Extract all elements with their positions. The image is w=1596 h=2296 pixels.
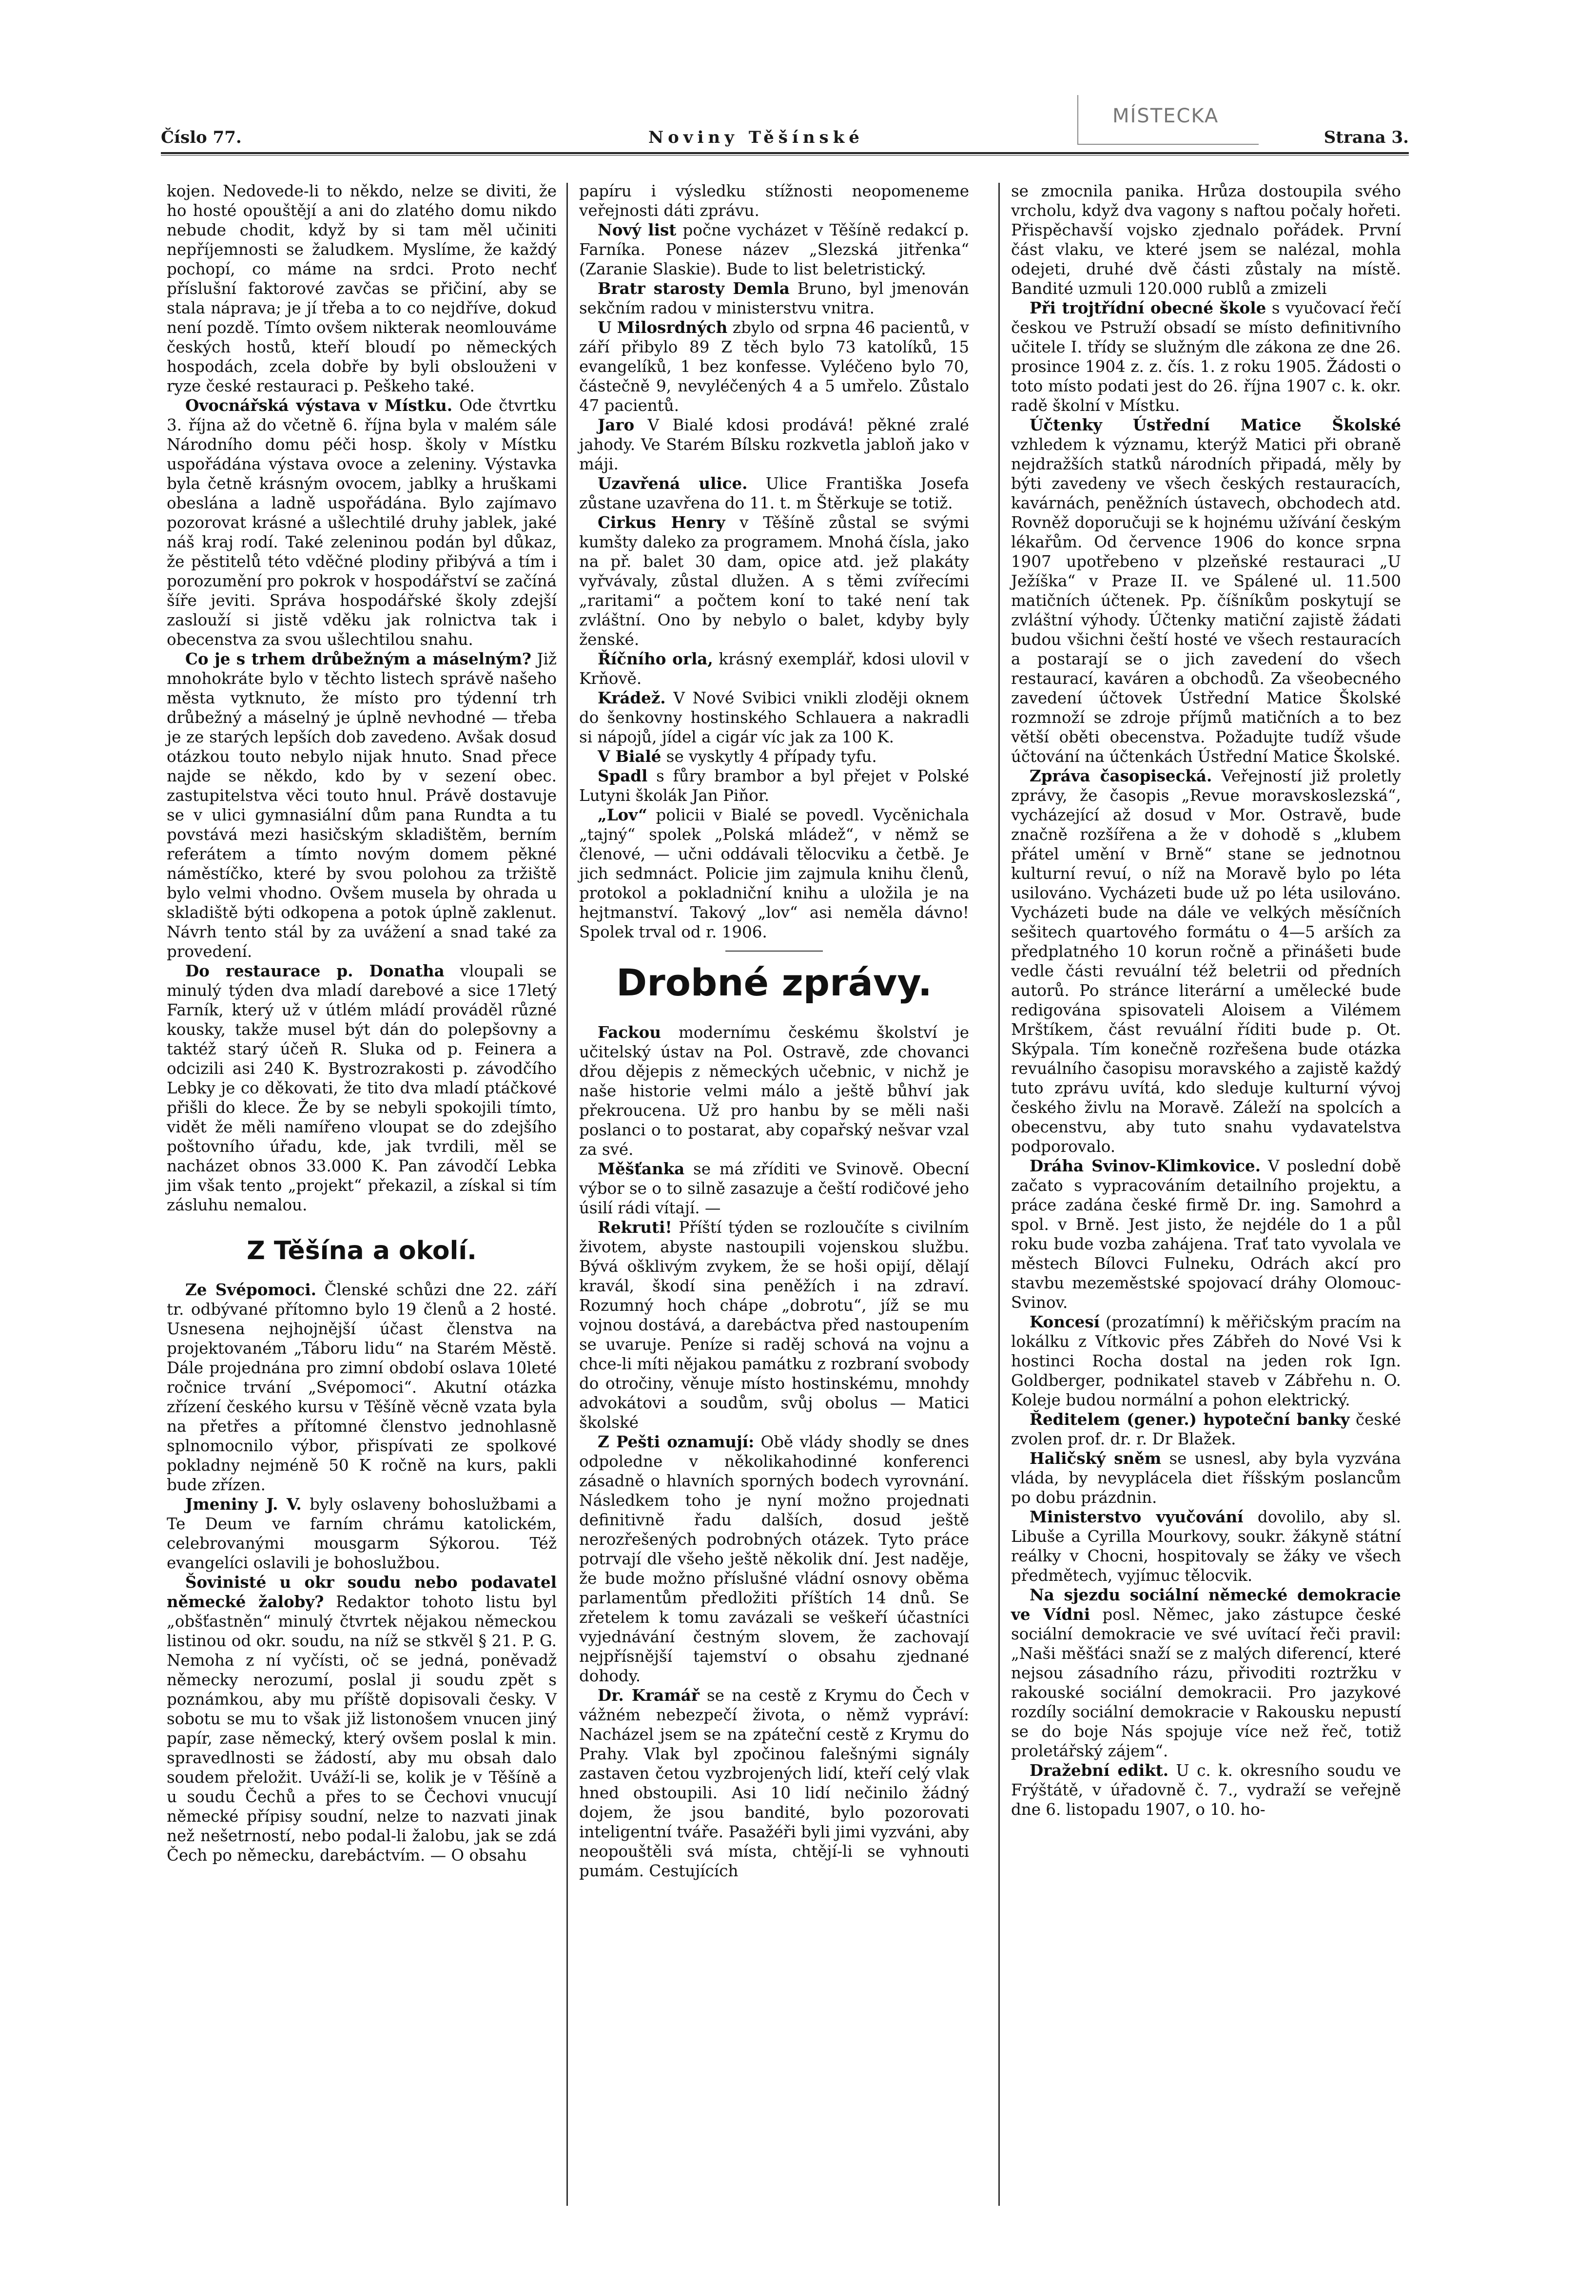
article	[579, 1432, 969, 1686]
article-text: se má zříditi ve Svinově. Obecní výbor se o to silně zasazuje a čeští rodičové jeho úsilí rádi vítají. —	[579, 1160, 969, 1217]
article	[1011, 415, 1401, 766]
column-divider-1	[566, 183, 568, 2206]
article-headline: Cirkus Henry	[598, 513, 725, 532]
article-headline: Fackou	[598, 1023, 661, 1042]
article-text: byly oslaveny bohoslužbami a Te Deum ve farním chrámu katolickém, celebrovanými mousgarm Sýkorou. Též evangelíci oslavili je bohoslužbou.	[167, 1495, 557, 1572]
article	[579, 1159, 969, 1218]
article-text: V Nové Svibici vnikli zloději oknem do šenkovny hostinského Schlauera a nakradli si nápojů, jídel a cigár víc jak za 100 K.	[579, 689, 969, 746]
article-text: krásný exemplář, kdosi ulovil v Krňově.	[579, 650, 969, 688]
article-headline: U Milosrdných	[598, 318, 728, 337]
article-text: Veřejností již proletly zprávy, že časopis „Revue moravskoslezská“, vycházející až dosud v Mor. Ostravě, bude značně rozšířena a že v dohodě s „klubem přátel umění v Brně“ stane se jednotnou kulturní revuí, o níž na Moravě bylo po léta usilováno. Vycházeti bude už po léta usilováno. Vycházeti bude na dále ve velkých měsíčních sešitech quartového formátu o 4—5 arších za předplatného 10 korun ročně a přinášeti bude vedle části revuální též beletrii od předních autorů. Po stránce literární a umělecké bude redigována spisovateli Aloisem a Vilémem Mrštíkem, část revuální říditi bude p. Ot. Skýpala. Tím konečně rozřešena bude otázka revuálního časopisu moravského a zajistě každý tuto zprávu uvítá, kdo sleduje kulturní vývoj českého živlu na Moravě. Záleží na spolcích a obecenstvu, aby tuto snahu vydavatelstva podporovalo.	[1011, 767, 1401, 1156]
article	[579, 649, 969, 688]
article	[167, 1280, 557, 1495]
article-text: V Bialé kdosi prodává! pěkné zralé jahody. Ve Starém Bílsku rozkvetla jabloň jako v máji.	[579, 416, 969, 473]
article-headline: Rekruti!	[598, 1218, 672, 1237]
article	[579, 415, 969, 474]
stamp-text: MÍSTECKA	[1112, 105, 1219, 127]
article-headline: Co je s trhem drůbežným a máselným?	[185, 649, 531, 668]
article-headline: Měšťanka	[598, 1159, 685, 1178]
article-headline: Jmeniny J. V.	[185, 1495, 302, 1514]
article-text: se usnesl, aby byla vyzvána vláda, by nevyplácela diet říšským poslancům po dobu prázdnin.	[1011, 1449, 1401, 1507]
article-headline: Šovinisté u okr soudu nebo podavatel německé žaloby?	[167, 1573, 557, 1611]
article	[167, 396, 557, 649]
article	[579, 747, 969, 766]
article-text: zbylo od srpna 46 pacientů, v září přibylo 89 Z těch bylo 73 katolíků, 15 evangelíků, 1 bez konfesse. Vyléčeno bylo 70, částečně 9, nevyléčených 4 a 5 umřelo. Zůstalo 47 pacientů.	[579, 318, 970, 415]
article-text: se vyskytly 4 případy tyfu.	[661, 747, 877, 766]
article-headline: Říčního orla,	[598, 649, 713, 668]
article-headline: Do restaurace p. Donatha	[185, 961, 445, 980]
article-text: v Těšíně zůstal se svými kumšty daleko za programem. Mnohá čísla, jako na př. balet 30 dam, opice atd. jež plakáty vyřvávaly, zůstal dlužen. A s těmi zvířecími „raritami“ a počtem koní to také není tak zvláštní. Ono by nebylo o balet, kdyby byly ženské.	[579, 513, 969, 649]
article-headline: Ovocnářská výstava v Místku.	[185, 396, 453, 415]
article-headline: Ze Svépomoci.	[185, 1280, 316, 1299]
column-2	[579, 181, 969, 1881]
article	[579, 513, 969, 649]
article-headline: Dr. Kramář	[598, 1686, 700, 1705]
article-text: papíru i výsledku stížnosti neopomeneme veřejnosti dáti zprávu.	[579, 182, 969, 220]
article-text: Příští týden se rozloučíte s civilním životem, abyste nastoupili vojenskou službu. Bývá ošklivým zvykem, že se hoši opijí, dělají kravál, škodí sina peněžích i na zdraví. Rozumný hoch chápe „dobrotu“, jíž se mu vojnou dostává, a darebáctva před nastoupením se uvaruje. Peníze si raděj schová na vojnu a chce-li míti nějakou památku z rozbraní svobody do otročiny, věnuje místo hostinskému, mnohdy advokátovi a soudům, svůj obolus — Matici školské	[579, 1218, 969, 1432]
article-headline: Na sjezdu sociální německé demokracie ve Vídni	[1011, 1585, 1401, 1624]
article-headline: Koncesí	[1030, 1312, 1100, 1331]
article-text: se zmocnila panika. Hrůza dostoupila svého vrcholu, když dva vagony s naftou počaly hořeti. Přispěchavší vojsko zjednalo pořádek. První část vlaku, ve které jsem se nalézal, mohla odejeti, druhé dvě části zůstaly na místě. Bandité uzmuli 120.000 rublů a zmizeli	[1011, 182, 1401, 298]
article	[1011, 766, 1401, 1156]
section-title-drobne: Drobné zprávy.	[616, 961, 932, 1004]
issue-number: Číslo 77.	[161, 128, 242, 147]
article	[579, 688, 969, 747]
page-number: Strana 3.	[1324, 128, 1409, 147]
article-headline: Dráha Svinov-Klimkovice.	[1030, 1156, 1261, 1175]
article-text: s fůry brambor a byl přejet v Polské Lutyni školák Jan Piňor.	[579, 767, 969, 805]
article-text: Bruno, byl jmenován sekčním radou v ministerstvu vnitra.	[579, 279, 969, 317]
article	[579, 766, 969, 805]
header-rule-thin	[161, 155, 1409, 156]
article-text: počne vycházet v Těšíně redakcí p. Farníka. Ponese název „Slezská jitřenka“ (Zaranie Slaskie). Bude to list beletristický.	[579, 221, 969, 278]
article-text: vloupali se minulý týden dva mladí darebové a sice 17letý Farník, který už v útlém mládí prováděl různé kousky, takže musel být dán do polepšovny a taktéž starý účeň R. Sluka od p. Feinera a odcizili asi 240 K. Bystrozrakosti p. závodčího Lebky je co děkovati, že tito dva mladí ptáčkové přišli do klece. Že by se nebyli spokojili tímto, vidět že měli namířeno vloupat se do zdejšího poštovního úřadu, kde, jak tvrdili, měl se nacházet obnos 33.000 K. Pan závodčí Lebka jim však tento „projekt“ překazil, a získal si tím zásluhu nemalou.	[167, 962, 557, 1214]
article	[1011, 1410, 1401, 1449]
article	[1011, 1585, 1401, 1761]
article-text: dovolilo, aby sl. Libuše a Cyrilla Mourkovy, soukr. žákyně státní reálky v Chocni, hospitovaly se žáky ve všech předmětech, vyjímuc tělocvik.	[1011, 1508, 1401, 1585]
article-text: Již mnohokráte bylo v těchto listech správě našeho města vytknuto, že místo pro týdenní trh drůbežný a máselný je úplně nevhodné — třeba je ze starých lepších dob zavedeno. Avšak dosud otázkou touto nebylo nijak hnuto. Snad přece najde se někdo, kdo by v sezení obec. zastupitelstva věci touto hnul. Právě dostavuje se v ulici gymnasiální dům pana Rundta a tu povstává mezi hasičským skladištěm, berním referátem a tímto novým domem pěkné náměstíčko, které by svou polohou za tržiště bylo velmi vhodno. Ovšem musela by ohrada u skladiště býti odkopena a potok úplně zaklenut. Návrh tento stál by za uvážení a snad také za provedení.	[167, 650, 557, 961]
article	[579, 805, 969, 942]
article-headline: Nový list	[598, 220, 677, 239]
article-headline: V Bialé	[598, 747, 662, 766]
article-text: Obě vlády shodly se dnes odpoledne v několikahodinné konferenci zásadně o hlavních sporných bodech vyrovnání. Následkem toho je nyní možno projednati definitivně řadu dalších, dosud ještě nerozřešených podrobných otázek. Tyto práce potrvají dle všeho ještě několik dní. Jest naděje, že bude možno příslušné vládní osnovy oběma parlamentům předložiti příštích 14 dnů. Se zřetelem k tomu zavázali se veškeří účastníci vyjednávání čestným slovem, že zachovají nejpřísnější tajemství o obsahu zjednané dohody.	[579, 1433, 969, 1685]
article-headline: Ministerstvo vyučování	[1030, 1507, 1244, 1526]
article-text: posl. Němec, jako zástupce české sociální demokracie ve své uvítací řeči pravil: „Naši měšťáci snaží se z malých diferencí, které nejsou zásadního rázu, přivoditi roztržku v rakouské sociální demokracii. Pro jazykové rozdíly sociální demokracie v Rakousku nepustí se do boje Nás spojuje více než řeč, totiž proletářský zájem“.	[1011, 1605, 1401, 1760]
header-rule	[161, 152, 1409, 154]
article-text: Redaktor tohoto listu byl „obšťastněn“ minulý čtvrtek nějakou německou listinou od okr. soudu, na níž se stkvěl § 21. P. G. Nemoha z ní vyčísti, oč se jedná, poněvadž německy nerozumí, poslal ji soudu zpět s poznámkou, aby mu příště dopisovali česky. V sobotu se mu to však již listonošem vnucen jiný papír, zase německý, který ovšem poslal k min. spravedlnosti se žádostí, aby mu obsah dalo soudem přeložit. Uváží-li se, kolik je v Těšíně a u soudu Čechů a přes to se Čechovi vnucují německé přípisy soudní, nelze to nazvati jinak než nešetrností, nebo podal-li žalobu, jak se zdá Čech po německu, darebáctvím. — O obsahu	[167, 1593, 557, 1865]
article-headline: Při trojtřídní obecné škole	[1030, 298, 1266, 317]
article-headline: Zpráva časopisecká.	[1030, 766, 1212, 785]
column-3	[1011, 181, 1401, 1819]
article-headline: „Lov“	[598, 805, 647, 824]
article	[1011, 1156, 1401, 1312]
article	[579, 1686, 969, 1881]
article-text: vzhledem k významu, kterýž Matici při obraně nejdražších statků národních připadá, měly by býti zavedeny ve všech českých restauracích, kavárnách, peněžních ústavech, obchodech atd. Rovněž doporučuji se k hojnému užívání českým lékařům. Od července 1906 do konce srpna 1907 upotřebeno v plzeňské restauraci „U Ježíška“ v Praze II. ve Spálené ul. 11.500 matičních účtenek. Pp. číšníkům poskytují se zvláštní výhody. Účtenky matiční zajistě žádati budou všichni čeští hosté ve všech restauracích a postarají se o jich zavedení do všech restaurací, kaváren a obchodů. Za všeobecného zavedení účtovek Ústřední Matice Školské rozmnoží se zdroje příjmů matičních a to bez větší oběti obecenstva. Požadujte tudíž všude účtování na účtenkách Ústřední Matice Školské.	[1011, 435, 1401, 766]
article-headline: Bratr starosty Demla	[598, 279, 790, 298]
article-text: Členské schůzi dne 22. září tr. odbývané přítomno bylo 19 členů a 2 hosté. Usnesena nejhojnější účast členstva na projektovaném „Táboru lidu“ na Starém Městě. Dále projednána pro zimní období oslava 10leté ročnice trvání „Svépomoci“. Akutní otázka zřízení českého kursu v Těšíně věcně vzata byla na přetřes a přítomné členstvo jednohlasně splnomocnilo výbor, přispívati ze spolkové pokladny nejméně 50 K ročně na kurs, pakli bude zřízen.	[167, 1281, 557, 1494]
column-divider-2	[998, 183, 1000, 2206]
article-text: policii v Bialé se povedl. Vycěnichala „tajný“ spolek „Polská mládež“, v němž se členové, — učni oddávali tělocviku a četbě. Je jich sedmnáct. Policie jim zajmula knihu členů, protokol a pokladniční knihu a uložila je na hejtmanství. Takový „lov“ asi neměla dávno! Spolek trval od r. 1906.	[579, 806, 969, 941]
article-text: české zvolen prof. dr. r. Dr Blažek.	[1011, 1410, 1401, 1448]
article-headline: Z Pešti oznamují:	[598, 1432, 755, 1451]
article-text: kojen. Nedovede-li to někdo, nelze se diviti, že ho hosté opouštějí a ani do zlatého domu nikdo nebude chodit, když by si tam měl učiniti nepříjemnosti se žaludkem. Myslíme, že každý pochopí, co máme na srdci. Proto nechť příslušní faktorové zavčas se přičiní, aby se stala náprava; je jí třeba a to co nejdříve, dokud není pozdě. Tímto ovšem nikterak neomlouváme českých hostů, kteří bloudí po německých hospodách, zcela dobře by byli obslouženi v ryze české restauraci p. Peškeho také.	[167, 182, 557, 395]
article-headline: Ředitelem (gener.) hypoteční banky	[1030, 1410, 1350, 1429]
article	[579, 1218, 969, 1432]
article	[579, 279, 969, 318]
article	[579, 1023, 969, 1159]
article-headline: Uzavřená ulice.	[598, 474, 748, 493]
article-text: se na cestě z Krymu do Čech v vážném nebezpečí života, o němž vypráví: Nacházel jsem se na zpáteční cestě z Krymu do Prahy. Vlak byl zpočinou falešnými signály zastaven četou vyzbrojených lidí, kteří celý vlak hned obstoupili. Asi 10 lidí nečinilo žádný dojem, že jsou bandité, bylo pozorovati inteligentní tváře. Pasažéři byli jimi vyzváni, aby neopouštěli svá místa, chtějí-li se vyhnouti pumám. Cestujících	[579, 1686, 969, 1880]
article-text: Ulice Františka Josefa zůstane uzavřena do 11. t. m Štěrkuje se totiž.	[579, 474, 969, 512]
article	[1011, 298, 1401, 415]
article-text: V poslední době začato s vypracováním detailního projektu, a práce zadána české firmě Dr. ing. Samohrd a spol. v Brně. Jest jisto, že nejdéle do 1 a půl roku bude vozba zahájena. Trať tato vyvolala ve městech Bílovci Fulneku, Odrách akcí pro stavbu mezeměstské spojovací dráhy Olomouc-Svinov.	[1011, 1157, 1401, 1312]
article-text: modernímu českému školství je učitelský ústav na Pol. Ostravě, zde chovanci dřou dějepis z německých učebnic, v nichž je naše historie velmi málo a ještě bůhví jak překroucena. Už pro hanbu by se měli naši poslanci o to postarat, aby copařský nešvar vzal za své.	[579, 1023, 969, 1159]
article-text: s vyučovací řečí českou ve Pstruží obsadí se místo definitivního učitele I. třídy se služným dle zákona ze dne 26. prosince 1904 z. z. čís. 1. z roku 1905. Žádosti o toto místo podati jest do 26. října 1907 c. k. okr. radě školní v Místku.	[1011, 299, 1401, 415]
article	[579, 318, 969, 415]
article-headline: Haličský sněm	[1030, 1449, 1162, 1468]
library-stamp	[1077, 95, 1259, 145]
newspaper-title: Noviny Těšínské	[648, 128, 864, 147]
article	[167, 649, 557, 961]
article-text: U c. k. okresního soudu ve Frýštátě, v úřadovně č. 7., vydraží se veřejně dne 6. listopadu 1907, o 10. ho-	[1011, 1761, 1401, 1819]
article-headline: Jaro	[598, 415, 635, 434]
article	[1011, 1507, 1401, 1585]
article-text: Ode čtvrtku 3. října až do včetně 6. října byla v malém sále Národního domu péči hosp. školy v Místku uspořádána výstava ovoce a zeleniny. Výstavka byla četně krásným ovocem, jablky a hruškami obeslána a ladně uspořádána. Bylo zajímavo pozorovat krásné a ušlechtilé druhy jablek, jaké náš kraj rodí. Také zeleninou podán byl důkaz, že pěstitelů této vděčné plodiny přibývá a tím i porozumění pro pokrok v hospodářství se začíná šíře jeviti. Správa hospodářské školy zdejší zaslouží si jistě vděku jak rolnictva tak i obecenstva za svou ušlechtilou snahu.	[167, 396, 557, 649]
column-1	[167, 181, 557, 1865]
article	[167, 961, 557, 1215]
article	[167, 1495, 557, 1573]
article	[579, 474, 969, 513]
article-headline: Spadl	[598, 766, 648, 785]
article	[167, 1573, 557, 1865]
article-headline: Účtenky Ústřední Matice Školské	[1030, 415, 1401, 434]
section-title: Z Těšína a okolí.	[247, 1236, 477, 1265]
article	[1011, 1761, 1401, 1819]
article-text: (prozatímní) k měřičským pracím na lokálku z Vítkovic přes Zábřeh do Nové Vsi k hostinci Rocha dostal na jeden rok Ign. Goldberger, podnikatel staveb v Zábřehu n. O. Koleje budou normální a pohon elektrický.	[1011, 1313, 1401, 1409]
article	[1011, 1449, 1401, 1507]
article	[1011, 1312, 1401, 1410]
article-headline: Krádež.	[598, 688, 666, 707]
article	[579, 220, 969, 279]
section-divider	[725, 951, 823, 952]
article-headline: Dražební edikt.	[1030, 1761, 1169, 1780]
